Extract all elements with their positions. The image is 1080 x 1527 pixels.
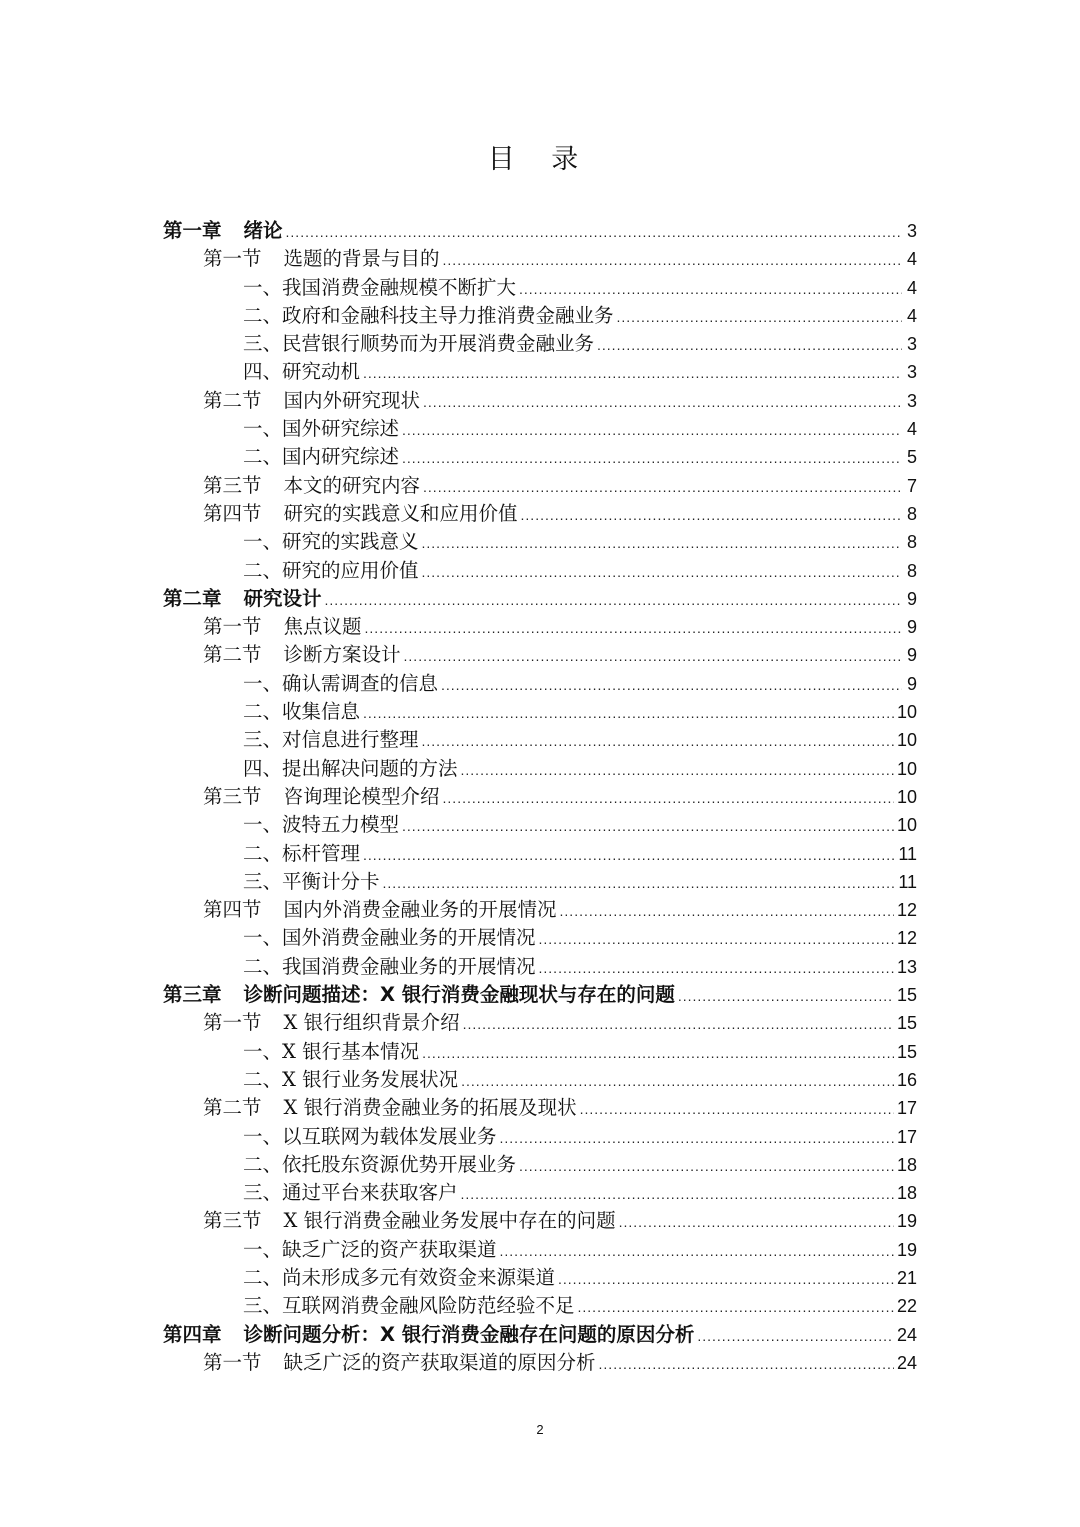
- toc-entry-label: [243, 1066, 458, 1094]
- toc-entry-level-3[interactable]: [163, 1264, 917, 1292]
- dot-leader: [500, 1124, 894, 1152]
- toc-entry-level-2[interactable]: [163, 896, 917, 924]
- toc-entry-page: 4: [906, 249, 917, 270]
- dot-leader: [678, 982, 894, 1010]
- toc-entry-text: 二、X 银行业务发展状况: [243, 1067, 459, 1091]
- toc-entry-label: [243, 868, 380, 896]
- table-of-contents: [163, 217, 917, 1377]
- toc-entry-page: 17: [896, 1126, 917, 1147]
- toc-entry-label: [243, 698, 360, 726]
- dot-leader: [558, 1265, 894, 1293]
- page-number: 2: [536, 1422, 544, 1437]
- toc-entry-text: 国内外研究现状: [283, 388, 421, 412]
- toc-entry-page: 15: [896, 985, 917, 1006]
- toc-entry-page: 3: [906, 390, 917, 411]
- toc-entry-label: [243, 274, 516, 302]
- toc-entry-level-2[interactable]: [163, 387, 917, 415]
- dot-leader: [597, 331, 902, 359]
- dot-leader: [363, 699, 894, 727]
- toc-entry-page: 21: [896, 1267, 917, 1288]
- toc-entry-level-1[interactable]: [163, 217, 917, 245]
- toc-entry-text: 一、我国消费金融规模不断扩大: [243, 275, 517, 299]
- toc-entry-text: 一、X 银行基本情况: [243, 1039, 420, 1063]
- dot-leader: [461, 1067, 894, 1095]
- toc-entry-level-2[interactable]: [163, 1009, 917, 1037]
- toc-entry-page: 5: [906, 447, 917, 468]
- toc-entry-label: [163, 1321, 694, 1349]
- toc-entry-level-3[interactable]: [163, 755, 917, 783]
- toc-entry-level-3[interactable]: [163, 840, 917, 868]
- dot-leader: [617, 303, 902, 331]
- toc-entry-page: 3: [906, 221, 917, 241]
- toc-entry-text: 咨询理论模型介绍: [283, 784, 440, 808]
- toc-entry-level-2[interactable]: [163, 783, 917, 811]
- toc-entry-label: [243, 1292, 575, 1320]
- toc-entry-label: [243, 811, 399, 839]
- dot-leader: [461, 756, 894, 784]
- toc-entry-number: 第三章: [163, 983, 222, 1007]
- toc-entry-text: 缺乏广泛的资产获取渠道的原因分析: [283, 1350, 596, 1374]
- toc-entry-level-3[interactable]: [163, 811, 917, 839]
- dot-leader: [463, 1010, 894, 1038]
- toc-entry-text: 本文的研究内容: [283, 473, 421, 497]
- toc-entry-label: [163, 981, 675, 1009]
- toc-entry-number: 第二章: [163, 586, 222, 610]
- toc-entry-level-3[interactable]: [163, 868, 917, 896]
- toc-entry-text: 国内外消费金融业务的开展情况: [283, 898, 557, 922]
- toc-entry-label: [203, 613, 362, 641]
- toc-entry-label: [243, 726, 419, 754]
- dot-leader: [402, 812, 894, 840]
- dot-leader: [441, 671, 902, 699]
- toc-entry-page: 10: [896, 702, 917, 723]
- toc-entry-label: [203, 783, 440, 811]
- dot-leader: [578, 1293, 894, 1321]
- toc-entry-text: 二、研究的应用价值: [243, 558, 419, 582]
- toc-entry-page: 9: [906, 617, 917, 638]
- toc-entry-level-3[interactable]: [163, 1066, 917, 1094]
- toc-entry-label: [203, 245, 440, 273]
- toc-entry-number: 第一节: [203, 1011, 262, 1035]
- dot-leader: [422, 727, 894, 755]
- toc-entry-level-2[interactable]: [163, 1349, 917, 1377]
- dot-leader: [580, 1095, 894, 1123]
- toc-entry-label: [243, 528, 419, 556]
- toc-entry-level-3[interactable]: [163, 557, 917, 585]
- dot-leader: [422, 558, 902, 586]
- dot-leader: [404, 642, 902, 670]
- toc-entry-label: [203, 472, 420, 500]
- toc-entry-number: 第四章: [163, 1322, 222, 1346]
- dot-leader: [521, 501, 902, 529]
- toc-entry-label: [203, 1094, 577, 1122]
- dot-leader: [422, 529, 902, 557]
- toc-entry-page: 18: [896, 1154, 917, 1175]
- toc-entry-level-3[interactable]: [163, 670, 917, 698]
- dot-leader: [443, 246, 902, 274]
- toc-entry-page: 4: [906, 277, 917, 298]
- toc-entry-number: 第一节: [203, 615, 262, 639]
- toc-entry-page: 9: [906, 645, 917, 666]
- toc-entry-number: 第三节: [203, 784, 262, 808]
- toc-entry-number: 第一章: [163, 219, 222, 242]
- toc-entry-label: [243, 953, 536, 981]
- toc-entry-label: [243, 415, 399, 443]
- dot-leader: [365, 614, 902, 642]
- toc-entry-level-3[interactable]: [163, 1151, 917, 1179]
- toc-entry-text: 诊断问题描述：X 银行消费金融现状与存在的问题: [243, 983, 675, 1007]
- toc-entry-page: 16: [896, 1069, 917, 1090]
- toc-entry-label: [243, 755, 458, 783]
- dot-leader: [383, 869, 896, 897]
- toc-entry-label: [243, 1123, 497, 1151]
- toc-entry-level-3[interactable]: [163, 1179, 917, 1207]
- toc-entry-text: 三、通过平台来获取客户: [243, 1181, 458, 1205]
- toc-entry-level-3[interactable]: [163, 330, 917, 358]
- toc-entry-text: 一、国外消费金融业务的开展情况: [243, 926, 536, 950]
- toc-entry-text: X 银行组织背景介绍: [283, 1011, 460, 1035]
- dot-leader: [519, 1152, 894, 1180]
- toc-entry-text: 三、互联网消费金融风险防范经验不足: [243, 1294, 575, 1318]
- toc-entry-page: 8: [906, 503, 917, 524]
- toc-entry-level-3[interactable]: [163, 1038, 917, 1066]
- toc-entry-label: [243, 302, 614, 330]
- toc-entry-text: 二、我国消费金融业务的开展情况: [243, 954, 536, 978]
- toc-entry-page: 17: [896, 1098, 917, 1119]
- toc-entry-page: 11: [898, 843, 917, 864]
- toc-entry-level-1[interactable]: [163, 981, 917, 1009]
- dot-leader: [443, 784, 894, 812]
- toc-entry-text: 二、依托股东资源优势开展业务: [243, 1152, 517, 1176]
- toc-entry-level-3[interactable]: [163, 443, 917, 471]
- toc-entry-text: X 银行消费金融业务的拓展及现状: [283, 1096, 577, 1120]
- toc-entry-level-1[interactable]: [163, 585, 917, 613]
- toc-entry-number: 第二节: [203, 1096, 262, 1120]
- toc-entry-page: 15: [896, 1013, 917, 1034]
- toc-entry-text: 三、民营银行顺势而为开展消费金融业务: [243, 332, 595, 356]
- toc-entry-text: 一、确认需调查的信息: [243, 671, 439, 695]
- toc-entry-text: 二、标杆管理: [243, 841, 361, 865]
- toc-entry-label: [243, 1038, 419, 1066]
- toc-entry-text: 四、研究动机: [243, 360, 361, 384]
- toc-entry-page: 9: [906, 673, 917, 694]
- dot-leader: [697, 1322, 894, 1350]
- toc-entry-page: 7: [906, 475, 917, 496]
- toc-entry-text: 二、收集信息: [243, 700, 361, 724]
- dot-leader: [402, 416, 902, 444]
- toc-entry-page: 12: [896, 900, 917, 921]
- toc-entry-level-3[interactable]: [163, 528, 917, 556]
- toc-entry-level-2[interactable]: [163, 500, 917, 528]
- toc-entry-text: 焦点议题: [283, 615, 362, 639]
- toc-entry-text: 选题的背景与目的: [283, 247, 440, 271]
- toc-entry-page: 12: [896, 928, 917, 949]
- toc-entry-page: 3: [906, 334, 917, 355]
- toc-entry-text: 二、政府和金融科技主导力推消费金融业务: [243, 303, 614, 327]
- dot-leader: [619, 1208, 894, 1236]
- toc-entry-page: 10: [896, 786, 917, 807]
- toc-entry-label: [243, 924, 536, 952]
- dot-leader: [560, 897, 894, 925]
- dot-leader: [423, 388, 902, 416]
- toc-entry-text: 三、平衡计分卡: [243, 869, 380, 893]
- dot-leader: [286, 218, 902, 246]
- toc-entry-text: 诊断问题分析：X 银行消费金融存在问题的原因分析: [243, 1322, 695, 1346]
- toc-entry-page: 4: [906, 419, 917, 440]
- toc-entry-level-2[interactable]: [163, 1207, 917, 1235]
- dot-leader: [325, 586, 902, 614]
- toc-entry-label: [243, 1236, 497, 1264]
- dot-leader: [402, 444, 902, 472]
- toc-entry-page: 19: [896, 1211, 917, 1232]
- toc-entry-label: [203, 500, 518, 528]
- toc-entry-page: 24: [896, 1324, 917, 1345]
- toc-entry-level-3[interactable]: [163, 1236, 917, 1264]
- toc-entry-page: 4: [906, 305, 917, 326]
- toc-entry-level-3[interactable]: [163, 358, 917, 386]
- toc-entry-label: [163, 217, 283, 245]
- toc-entry-level-3[interactable]: [163, 1123, 917, 1151]
- toc-entry-page: 3: [906, 362, 917, 383]
- toc-entry-number: 第二节: [203, 643, 262, 667]
- toc-entry-text: 一、以互联网为载体发展业务: [243, 1124, 497, 1148]
- toc-entry-label: [243, 1151, 516, 1179]
- toc-entry-label: [203, 387, 420, 415]
- toc-entry-text: 二、国内研究综述: [243, 445, 400, 469]
- toc-entry-label: [203, 1349, 596, 1377]
- toc-entry-label: [243, 443, 399, 471]
- toc-entry-page: 9: [906, 588, 917, 609]
- toc-entry-label: [243, 1264, 555, 1292]
- toc-entry-label: [203, 896, 557, 924]
- toc-entry-page: 8: [906, 532, 917, 553]
- dot-leader: [539, 925, 894, 953]
- toc-entry-text: 诊断方案设计: [283, 643, 401, 667]
- toc-entry-level-2[interactable]: [163, 613, 917, 641]
- toc-entry-level-3[interactable]: [163, 1292, 917, 1320]
- toc-entry-page: 22: [896, 1296, 917, 1317]
- toc-entry-level-1[interactable]: [163, 1321, 917, 1349]
- dot-leader: [363, 841, 895, 869]
- toc-entry-page: 19: [896, 1239, 917, 1260]
- toc-entry-label: [243, 557, 419, 585]
- toc-entry-level-2[interactable]: [163, 1094, 917, 1122]
- toc-entry-level-3[interactable]: [163, 924, 917, 952]
- toc-entry-number: 第四节: [203, 898, 262, 922]
- dot-leader: [461, 1180, 894, 1208]
- toc-entry-number: 第一节: [203, 247, 262, 271]
- dot-leader: [539, 954, 894, 982]
- toc-entry-level-3[interactable]: [163, 302, 917, 330]
- toc-entry-page: 18: [896, 1183, 917, 1204]
- toc-entry-page: 10: [896, 758, 917, 779]
- toc-entry-number: 第三节: [203, 1209, 262, 1233]
- toc-entry-label: [243, 330, 594, 358]
- toc-entry-page: 8: [906, 560, 917, 581]
- toc-entry-level-2[interactable]: [163, 245, 917, 273]
- toc-title: 目 录: [487, 144, 593, 175]
- toc-entry-label: [203, 641, 401, 669]
- toc-entry-text: 一、研究的实践意义: [243, 530, 419, 554]
- toc-entry-label: [243, 670, 438, 698]
- toc-entry-level-3[interactable]: [163, 415, 917, 443]
- toc-entry-text: 研究设计: [243, 586, 322, 610]
- toc-entry-label: [203, 1207, 616, 1235]
- toc-entry-text: 绪论: [243, 219, 283, 242]
- toc-entry-label: [243, 840, 360, 868]
- toc-entry-level-3[interactable]: [163, 698, 917, 726]
- dot-leader: [423, 473, 902, 501]
- toc-entry-page: 24: [896, 1352, 917, 1373]
- toc-entry-text: 三、对信息进行整理: [243, 728, 419, 752]
- dot-leader: [422, 1039, 894, 1067]
- toc-entry-page: 10: [896, 730, 917, 751]
- toc-entry-page: 15: [896, 1041, 917, 1062]
- toc-entry-page: 10: [896, 815, 917, 836]
- dot-leader: [599, 1350, 894, 1378]
- toc-entry-number: 第二节: [203, 388, 262, 412]
- toc-entry-number: 第三节: [203, 473, 262, 497]
- toc-entry-level-2[interactable]: [163, 472, 917, 500]
- dot-leader: [500, 1237, 894, 1265]
- dot-leader: [363, 359, 902, 387]
- toc-entry-page: 13: [896, 956, 917, 977]
- dot-leader: [519, 275, 902, 303]
- toc-entry-label: [243, 1179, 458, 1207]
- toc-entry-page: 11: [898, 871, 917, 892]
- toc-entry-label: [243, 358, 360, 386]
- toc-entry-text: 一、缺乏广泛的资产获取渠道: [243, 1237, 497, 1261]
- toc-entry-text: X 银行消费金融业务发展中存在的问题: [283, 1209, 616, 1233]
- toc-entry-label: [203, 1009, 460, 1037]
- toc-entry-level-2[interactable]: [163, 641, 917, 669]
- toc-entry-number: 第四节: [203, 501, 262, 525]
- toc-entry-text: 研究的实践意义和应用价值: [283, 501, 518, 525]
- toc-entry-level-3[interactable]: [163, 953, 917, 981]
- toc-entry-text: 四、提出解决问题的方法: [243, 756, 458, 780]
- toc-entry-text: 二、尚未形成多元有效资金来源渠道: [243, 1265, 556, 1289]
- toc-entry-level-3[interactable]: [163, 274, 917, 302]
- toc-entry-text: 一、波特五力模型: [243, 813, 400, 837]
- toc-entry-number: 第一节: [203, 1350, 262, 1374]
- toc-entry-label: [163, 585, 322, 613]
- toc-entry-text: 一、国外研究综述: [243, 417, 400, 441]
- toc-entry-level-3[interactable]: [163, 726, 917, 754]
